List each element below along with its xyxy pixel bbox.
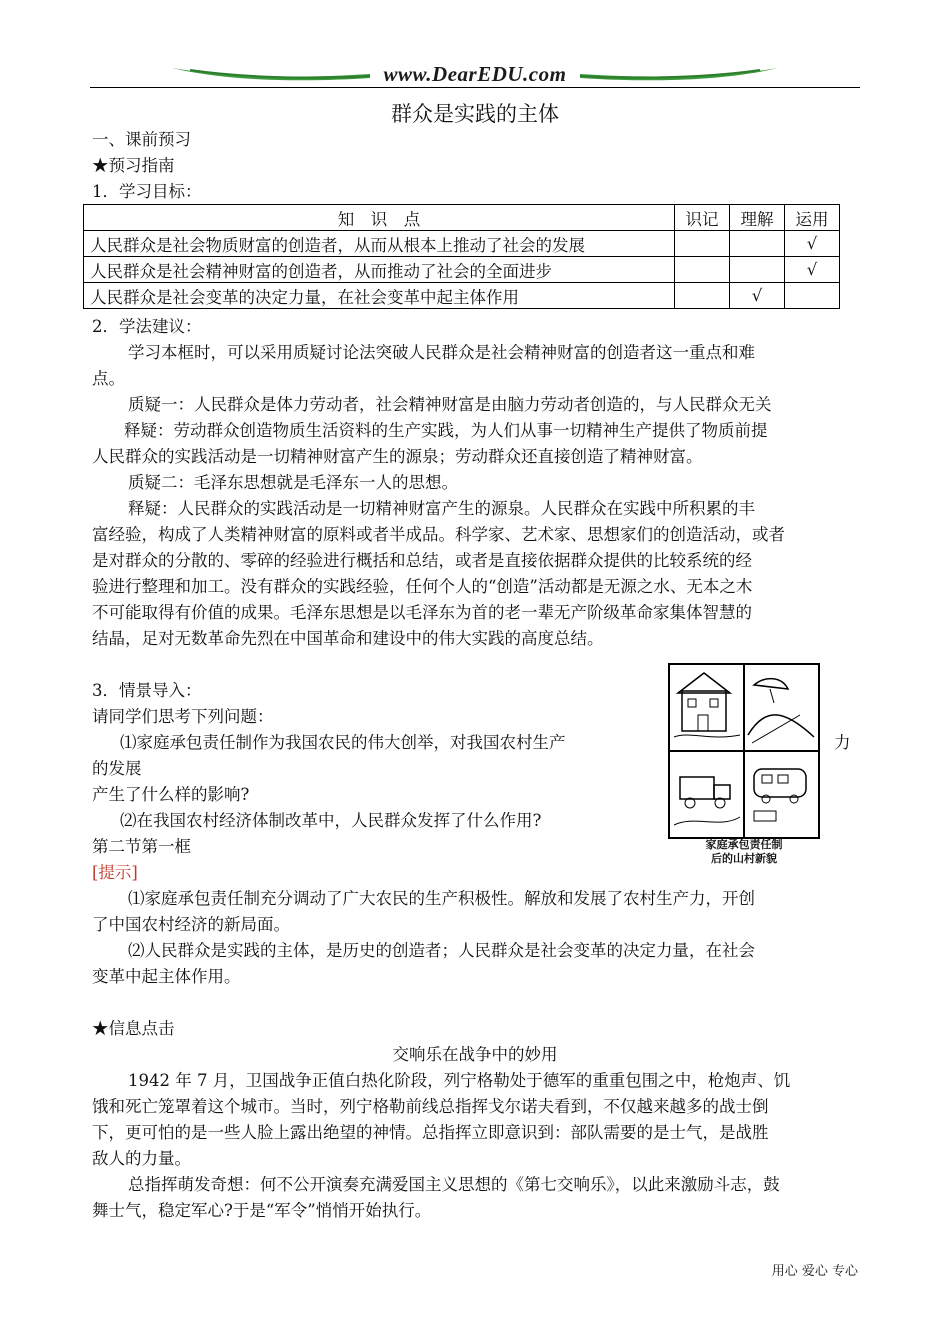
paragraph-line: 验进行整理和加工。没有群众的实践经验，任何个人的“创造”活动都是无源之水、无本之木	[92, 577, 753, 596]
village-scene-icon	[670, 665, 818, 837]
table-cell	[675, 283, 730, 309]
paragraph-line: 舞士气，稳定军心?于是“军令”悄悄开始执行。	[92, 1201, 432, 1220]
paragraph-line: 了中国农村经济的新局面。	[92, 915, 290, 934]
paragraph-line: 饿和死亡笼罩着这个城市。当时，列宁格勒前线总指挥戈尔诺夫看到，不仅越来越多的战士倒	[92, 1097, 769, 1116]
paragraph-line: ⑵在我国农村经济体制改革中，人民群众发挥了什么作用?	[120, 811, 542, 830]
paragraph-line: 质疑二：毛泽东思想就是毛泽东一人的思想。	[128, 473, 458, 492]
paragraph-line: ⑴家庭承包责任制充分调动了广大农民的生产积极性。解放和发展了农村生产力，开创	[128, 889, 755, 908]
paragraph-line: ⑴家庭承包责任制作为我国农民的伟大创举，对我国农村生产	[120, 733, 566, 752]
paragraph-line: 不可能取得有价值的成果。毛泽东思想是以毛泽东为首的老一辈无产阶级革命家集体智慧的	[92, 603, 752, 622]
scene-heading: 3．情景导入：	[92, 681, 202, 700]
table-cell: √	[785, 231, 840, 257]
paragraph-line: 是对群众的分散的、零碎的经验进行概括和总结，或者是直接依据群众提供的比较系统的经	[92, 551, 752, 570]
paragraph-line: 结晶，足对无数革命先烈在中国革命和建设中的伟大实践的高度总结。	[92, 629, 604, 648]
paragraph-line: 变革中起主体作用。	[92, 967, 241, 986]
paragraph-line: 点。	[92, 369, 125, 388]
table-header: 运用	[785, 205, 840, 231]
table-cell: √	[730, 283, 785, 309]
paragraph-line: 质疑一：人民群众是体力劳动者，社会精神财富是由脑力劳动者创造的，与人民群众无关	[128, 395, 772, 414]
table-cell	[730, 257, 785, 283]
caption-line: 后的山村新貌	[711, 852, 777, 865]
table-header: 识记	[675, 205, 730, 231]
hint-label: [提示]	[92, 863, 138, 882]
paragraph-line: 总指挥萌发奇想：何不公开演奏充满爱国主义思想的《第七交响乐》，以此来激励斗志，鼓	[128, 1175, 780, 1194]
paragraph-line: 敌人的力量。	[92, 1149, 191, 1168]
paragraph-line: 的发展	[92, 759, 142, 778]
site-name[interactable]: www.DearEDU.com	[383, 62, 567, 86]
paragraph-line: 请同学们思考下列问题：	[92, 707, 274, 726]
paragraph-line: 产生了什么样的影响?	[92, 785, 250, 804]
table-cell	[785, 283, 840, 309]
info-heading: ★信息点击	[92, 1019, 175, 1038]
table-header-row	[84, 205, 840, 231]
table-cell	[675, 257, 730, 283]
header-divider	[90, 87, 860, 88]
table-cell: 人民群众是社会物质财富的创造者，从而从根本上推动了社会的发展	[84, 231, 675, 257]
table-cell: 人民群众是社会精神财富的创造者，从而推动了社会的全面进步	[84, 257, 675, 283]
table-header: 理解	[730, 205, 785, 231]
paragraph-line: 1942 年 7 月，卫国战争正值白热化阶段，列宁格勒处于德军的重重包围之中，枪炮声、饥	[128, 1071, 791, 1090]
paragraph-line: 富经验，构成了人类精神财富的原料或者半成品。科学家、艺术家、思想家们的创造活动，或者	[92, 525, 785, 544]
info-subtitle: 交响乐在战争中的妙用	[392, 1045, 558, 1064]
table-row	[84, 257, 840, 283]
paragraph-line: 学习本框时，可以采用质疑讨论法突破人民群众是社会精神财富的创造者这一重点和难	[128, 343, 755, 362]
learning-goals-table	[83, 204, 840, 309]
method-heading: 2．学法建议：	[92, 317, 202, 336]
table-row	[84, 283, 840, 309]
section-heading: 一、课前预习	[92, 130, 191, 149]
paragraph-line: 释疑：劳动群众创造物质生活资料的生产实践，为人们从事一切精神生产提供了物质前提	[124, 421, 768, 440]
paragraph-line: 力	[834, 733, 851, 752]
table-header: 知 识 点	[84, 205, 675, 231]
table-cell	[675, 231, 730, 257]
goals-heading: 1．学习目标：	[92, 182, 202, 201]
paragraph-line: 人民群众的实践活动是一切精神财富产生的源泉；劳动群众还直接创造了精神财富。	[92, 447, 703, 466]
page-title: 群众是实践的主体	[391, 102, 559, 126]
table-cell	[730, 231, 785, 257]
page-footer: 用心 爱心 专心	[771, 1264, 858, 1279]
illustration-caption	[668, 838, 820, 866]
table-cell: 人民群众是社会变革的决定力量，在社会变革中起主体作用	[84, 283, 675, 309]
site-banner	[170, 62, 780, 88]
paragraph-line: 第二节第一框	[92, 837, 191, 856]
village-illustration	[668, 663, 820, 839]
caption-line: 家庭承包责任制	[705, 838, 783, 851]
guide-heading: ★预习指南	[92, 156, 175, 175]
paragraph-line: 释疑：人民群众的实践活动是一切精神财富产生的源泉。人民群众在实践中所积累的丰	[128, 499, 755, 518]
paragraph-line: 下，更可怕的是一些人脸上露出绝望的神情。总指挥立即意识到：部队需要的是士气，是战胜	[92, 1123, 769, 1142]
table-row	[84, 231, 840, 257]
table-cell: √	[785, 257, 840, 283]
paragraph-line: ⑵人民群众是实践的主体，是历史的创造者；人民群众是社会变革的决定力量，在社会	[128, 941, 755, 960]
